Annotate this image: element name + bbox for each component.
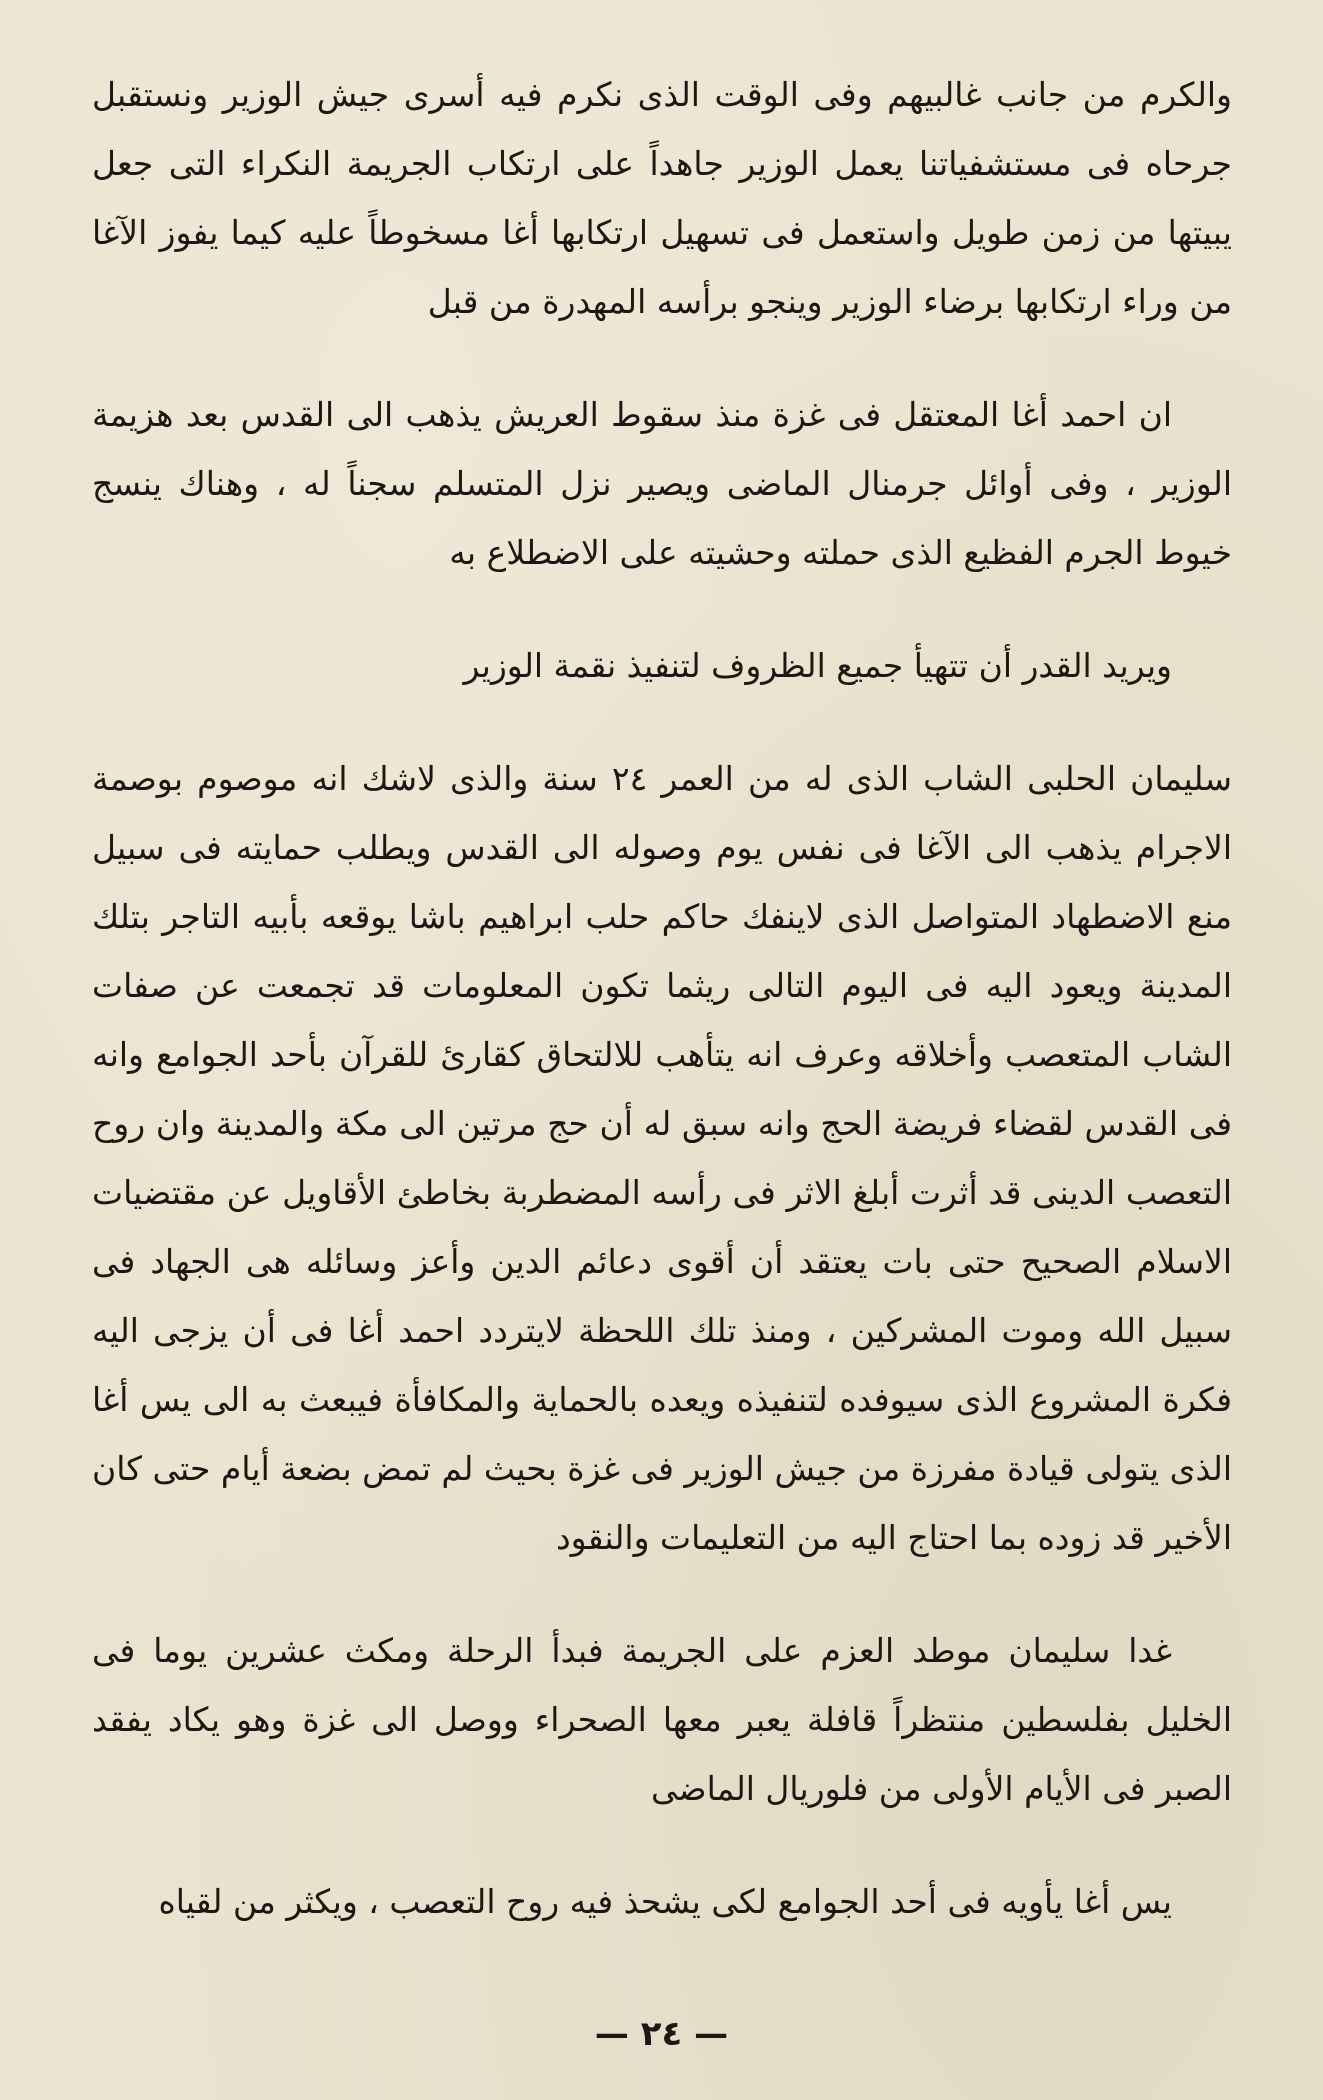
paragraph-2: ان احمد أغا المعتقل فى غزة منذ سقوط العريش يذهب الى القدس بعد هزيمة الوزير ، وفى أوائل جرمنال الماضى ويصير نزل المتسلم سجناً له ، وهناك ينسج خيوط الجرم الفظيع الذى حملته وحشيته على الاضطلاع به	[92, 395, 1232, 572]
body-text	[92, 60, 1232, 1980]
paragraph-4: سليمان الحلبى الشاب الذى له من العمر ٢٤ سنة والذى لاشك انه موصوم بوصمة الاجرام يذهب الى الآغا فى نفس يوم وصوله الى القدس ويطلب حمايته فى سبيل منع الاضطهاد المتواصل الذى لاينفك حاكم حلب ابراهيم باشا يوقعه بأبيه التاجر بتلك المدينة ويعود اليه فى اليوم التالى ريثما تكون المعلومات قد تجمعت عن صفات الشاب المتعصب وأخلاقه وعرف انه يتأهب للالتحاق كقارئ للقرآن بأحد الجوامع وانه فى القدس لقضاء فريضة الحج وانه سبق له أن حج مرتين الى مكة والمدينة وان روح التعصب الدينى قد أثرت أبلغ الاثر فى رأسه المضطربة بخاطئ الأقاويل عن مقتضيات الاسلام الصحيح حتى بات يعتقد أن أقوى دعائم الدين وأعز وسائله هى الجهاد فى سبيل الله وموت المشركين ، ومنذ تلك اللحظة لايتردد احمد أغا فى أن يزجى اليه فكرة المشروع الذى سيوفده لتنفيذه ويعده بالحماية والمكافأة فيبعث به الى يس أغا الذى يتولى قيادة مفرزة من جيش الوزير فى غزة بحيث لم تمض بضعة أيام حتى كان الأخير قد زوده بما احتاج اليه من التعليمات والنقود	[92, 759, 1232, 1557]
paragraph-1: والكرم من جانب غالبيهم وفى الوقت الذى نكرم فيه أسرى جيش الوزير ونستقبل جرحاه فى مستشفياتنا يعمل الوزير جاهداً على ارتكاب الجريمة النكراء التى جعل يبيتها من زمن طويل واستعمل فى تسهيل ارتكابها أغا مسخوطاً عليه كيما يفوز الآغا من وراء ارتكابها برضاء الوزير وينجو برأسه المهدرة من قبل	[92, 75, 1232, 321]
paragraph-6: يس أغا يأويه فى أحد الجوامع لكى يشحذ فيه روح التعصب ، ويكثر من لقياه	[158, 1882, 1172, 1921]
page-number: — ٢٤ —	[594, 2014, 729, 2054]
paragraph-5: غدا سليمان موطد العزم على الجريمة فبدأ الرحلة ومكث عشرين يوما فى الخليل بفلسطين منتظراً قافلة يعبر معها الصحراء ووصل الى غزة وهو يكاد يفقد الصبر فى الأيام الأولى من فلوريال الماضى	[92, 1631, 1232, 1808]
paragraph-3: ويريد القدر أن تتهيأ جميع الظروف لتنفيذ نقمة الوزير	[463, 646, 1172, 685]
